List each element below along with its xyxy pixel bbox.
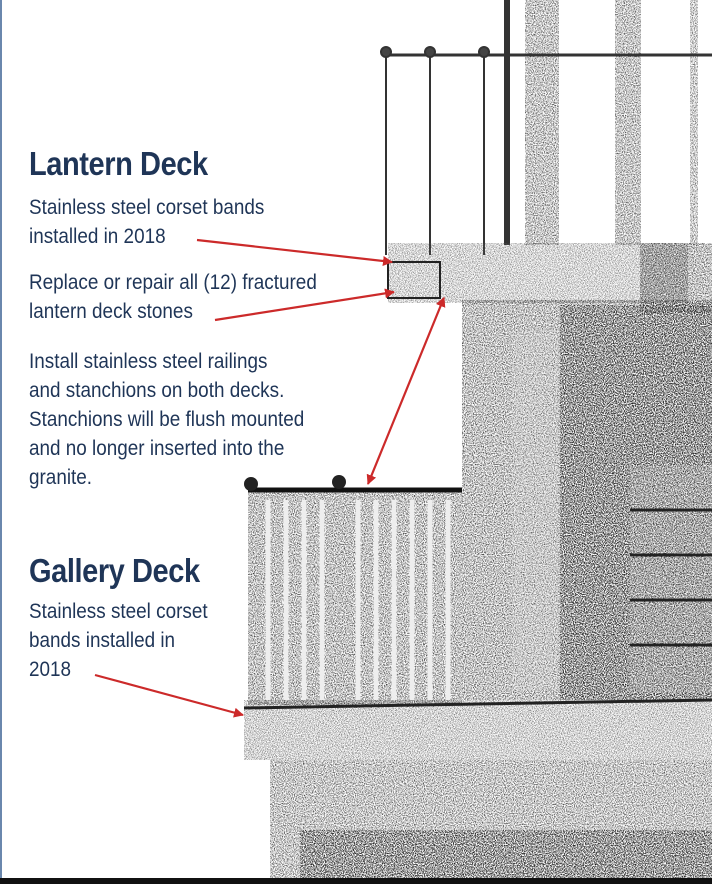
railings-note: Install stainless steel railings and stanchions on both decks. Stanchions will be flush mounted and no longer inserted into the granite. (29, 350, 305, 489)
arrow-railings (368, 305, 441, 484)
bottom-border (0, 878, 712, 884)
gallery-deck-railing (244, 475, 462, 705)
gallery-deck-stones (244, 700, 712, 878)
tower-body (462, 300, 712, 700)
lantern-deck-heading: Lantern Deck (29, 145, 208, 182)
lantern-corset-note: Stainless steel corset bands installed in 2018 (29, 196, 265, 248)
gallery-deck-heading: Gallery Deck (29, 552, 200, 589)
lantern-columns (386, 0, 712, 245)
gallery-corset-note: Stainless steel corset bands installed in 2018 (29, 600, 208, 681)
left-border (0, 0, 2, 884)
lantern-stones-note: Replace or repair all (12) fractured lantern deck stones (29, 271, 317, 323)
lantern-deck-railing (381, 47, 489, 255)
